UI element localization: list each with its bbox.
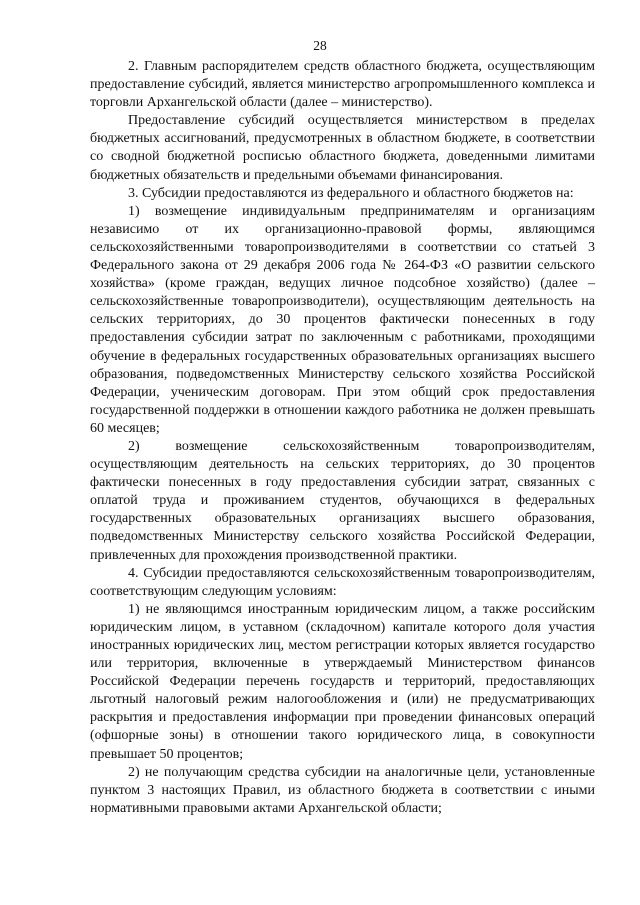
paragraph-purpose-2: 2) возмещение сельскохозяйственным товаропроизводителям, осуществляющим деятельность на сельских территориях, до 30 процентов фактически понесенных в году предоставления субсидии затрат, связанных с оплатой труда и проживанием студентов, обучающихся в федеральных государственных образовательных организациях высшего образования, подведомственных Министерству сельского хозяйства Российской Федерации, привлеченных для прохождения производственной практики. xyxy=(90,438,595,563)
page-number: 28 xyxy=(313,38,327,53)
paragraph-subsidy-provision: Предоставление субсидий осуществляется министерством в пределах бюджетных ассигнований, предусмотренных в областном бюджете, в соответствии со сводной бюджетной росписью областного бюджета, доведенными лимитами бюджетных обязательств и предельными объемами финансирования. xyxy=(90,113,595,183)
paragraph-conditions: 4. Субсидии предоставляются сельскохозяйственным товаропроизводителям, соответствующим следующим условиям: xyxy=(90,565,595,599)
paragraph-purpose-1: 1) возмещение индивидуальным предпринимателям и организациям независимо от их организационно-правовой формы, являющимся сельскохозяйственными товаропроизводителями в соответствии со статьей 3 Федерального закона от 29 декабря 2006 года № 264-ФЗ «О развитии сельского хозяйства» (кроме граждан, ведущих личное подсобное хозяйство) (далее – сельскохозяйственные товаропроизводители), осуществляющим деятельность на сельских территориях, до 30 процентов фактически понесенных в году предоставления субсидии затрат по заключенным с работниками, проходящими обучение в федеральных государственных образовательных организациях высшего образования, подведомственных Министерству сельского хозяйства Российской Федерации, ученическим договорам. При этом общий срок предоставления государственной поддержки в отношении каждого работника не должен превышать 60 месяцев; xyxy=(90,203,595,436)
paragraph-main-administrator: 2. Главным распорядителем средств областного бюджета, осуществляющим предоставление субсидий, является министерство агропромышленного комплекса и торговли Архангельской области (далее – министерство). xyxy=(90,59,595,111)
paragraph-subsidy-purposes: 3. Субсидии предоставляются из федерального и областного бюджетов на: xyxy=(128,185,574,201)
paragraph-condition-2: 2) не получающим средства субсидии на аналогичные цели, установленные пунктом 3 настоящих Правил, из областного бюджета в соответствии с иными нормативными правовыми актами Архангельской области; xyxy=(90,764,595,816)
paragraph-condition-1: 1) не являющимся иностранным юридическим лицом, а также российским юридическим лицом, в уставном (складочном) капитале которого доля участия иностранных юридических лиц, местом регистрации которых является государство или территория, включенные в утверждаемый Министерством финансов Российской Федерации перечень государств и территорий, предоставляющих льготный налоговый режим налогообложения и (или) не предусматривающих раскрытия и предоставления информации при проведении финансовых операций (офшорные зоны) в отношении такого юридического лица, в совокупности превышает 50 процентов; xyxy=(90,601,595,762)
document-body xyxy=(90,58,595,818)
